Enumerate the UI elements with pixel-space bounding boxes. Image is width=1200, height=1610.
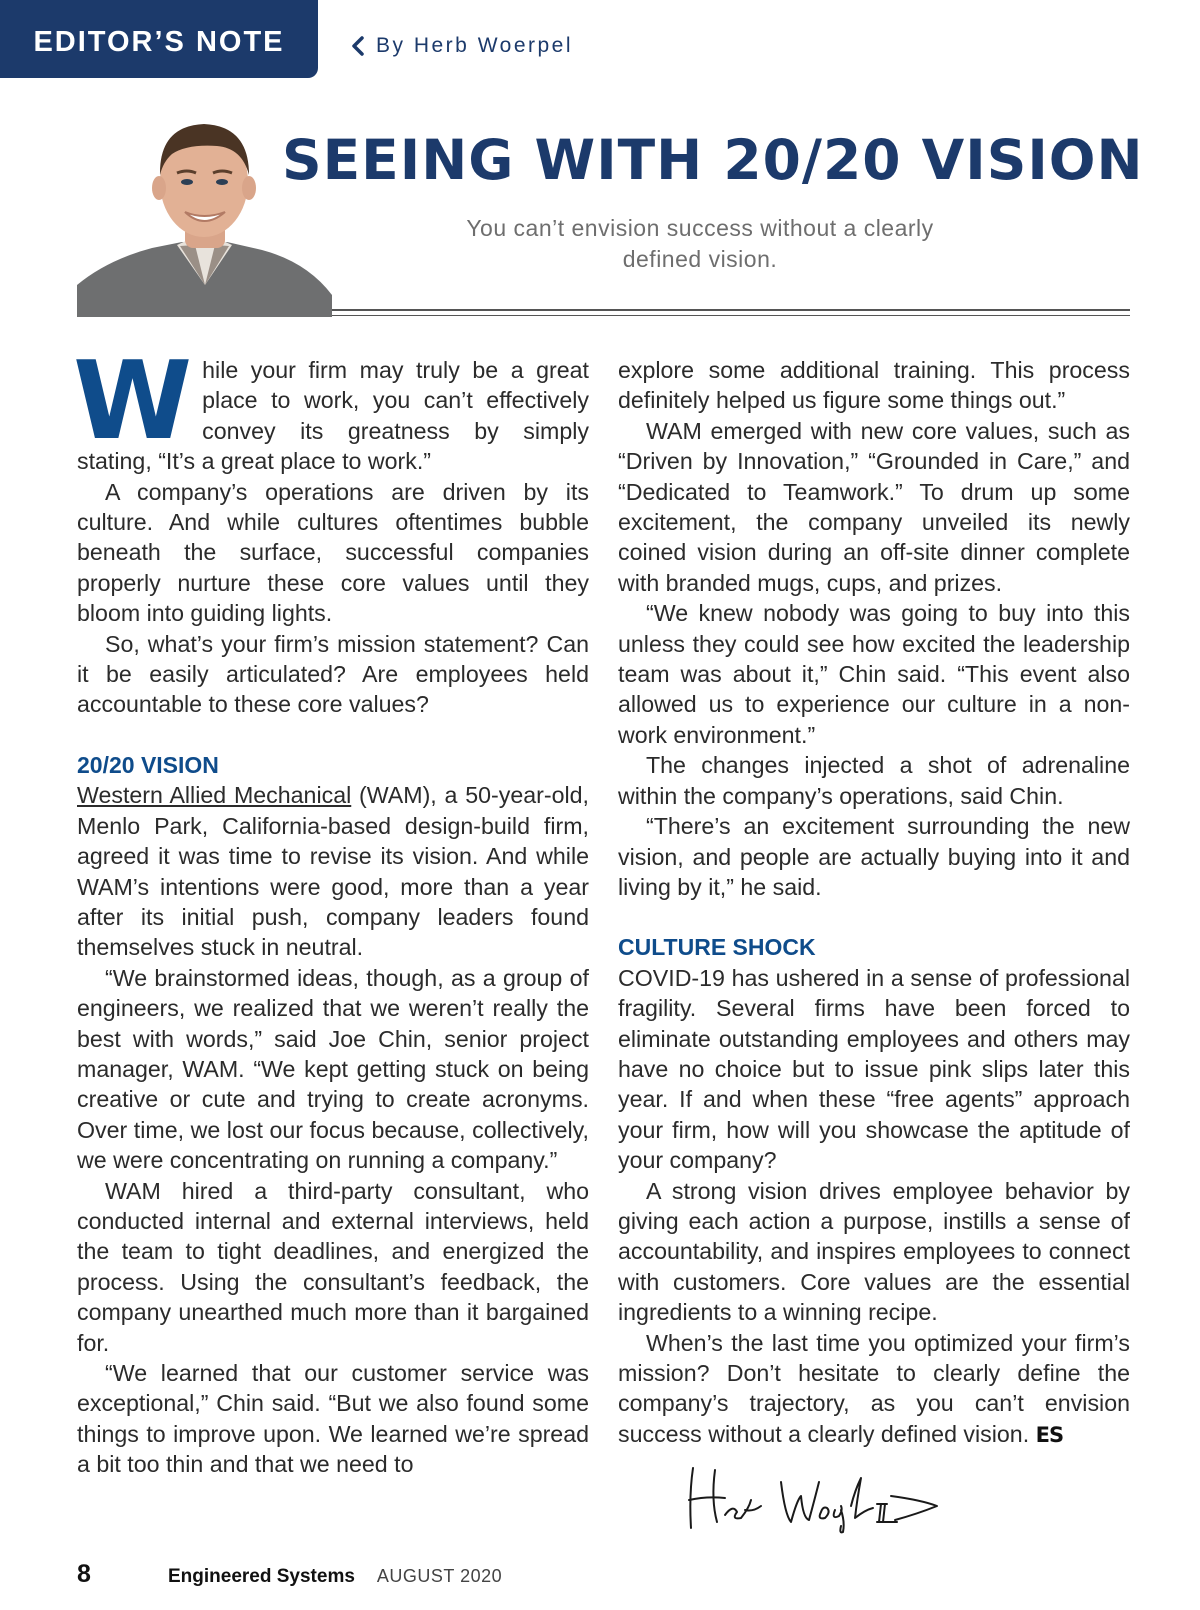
issue-date: AUGUST 2020 bbox=[376, 1566, 503, 1586]
paragraph: explore some additional training. This process definitely helped us figure some things out.” bbox=[618, 357, 1130, 414]
paragraph: The changes injected a shot of adrenaline within the company’s operations, said Chin. bbox=[618, 752, 1130, 809]
article-title: SEEING WITH 20/20 VISION bbox=[282, 128, 1144, 192]
paragraph: WAM hired a third-party consultant, who conducted internal and external interviews, held the team to tight deadlines, and energized the process. Using the consultant’s feedback, the company unearthed much more than it bargained for. bbox=[77, 1177, 589, 1356]
section-heading: 20/20 VISION bbox=[77, 751, 219, 778]
article-subtitle: You can’t envision success without a clearly defined vision. bbox=[466, 215, 934, 272]
paragraph: “There’s an excitement surrounding the new vision, and people are actually buying into it and living by it,” he said. bbox=[618, 813, 1130, 900]
chevron-left-icon bbox=[350, 35, 366, 57]
paragraph: “We learned that our customer service was exceptional,” Chin said. “But we also found some things to improve upon. We learned we’re spread a bit too thin and that we need to bbox=[77, 1360, 589, 1478]
byline-author: By Herb Woerpel bbox=[376, 34, 574, 57]
drop-cap: W bbox=[73, 339, 193, 464]
paragraph: WAM emerged with new core values, such as “Driven by Innovation,” “Grounded in Care,” and “Dedicated to Teamwork.” To drum up some excitement, the company unveiled its newly coined vision during an off-site dinner complete with branded mugs, cups, and prizes. bbox=[618, 417, 1130, 596]
paragraph: While your firm may truly be a great place to work, you can’t effectively convey its greatness by simply stating, “It’s a great place to work.” bbox=[73, 339, 589, 475]
page-number: 8 bbox=[77, 1560, 91, 1588]
paragraph: “We knew nobody was going to buy into this unless they could see how excited the leadership team was about it,” Chin said. “This event also allowed us to experience our culture in a non-work environment.” bbox=[618, 600, 1130, 748]
paragraph: When’s the last time you optimized your firm’s mission? Don’t hesitate to clearly define the company’s trajectory, as you can’t envision success without a clearly defined vision. ES bbox=[618, 1329, 1130, 1447]
title-divider-thin bbox=[332, 315, 1130, 316]
company-link[interactable]: Western Allied Mechanical bbox=[77, 782, 352, 809]
paragraph: “We brainstormed ideas, though, as a group of engineers, we realized that we weren’t really the best with words,” said Joe Chin, senior project manager, WAM. “We kept getting stuck on being creative or cute and trying to create acronyms. Over time, we lost our focus because, collectively, we were concentrating on running a company.” bbox=[77, 964, 589, 1174]
author-signature bbox=[685, 1460, 945, 1535]
section-tab bbox=[0, 0, 318, 78]
paragraph: A company’s operations are driven by its culture. And while cultures oftentimes bubble beneath the surface, successful companies properly nurture these core values until they bloom into guiding lights. bbox=[77, 478, 589, 627]
end-mark: ES bbox=[1035, 1422, 1064, 1447]
article-column-left bbox=[73, 339, 589, 1480]
paragraph: COVID-19 has ushered in a sense of professional fragility. Several firms have been forced to eliminate outstanding employees and others may have no choice but to issue pink slips later this year. If and when these “free agents” approach your firm, how will you showcase the aptitude of your company? bbox=[618, 964, 1130, 1174]
byline bbox=[350, 34, 573, 58]
paragraph: So, what’s your firm’s mission statement? Can it be easily articulated? Are employees held accountable to these core values? bbox=[77, 630, 589, 718]
title-divider-thick bbox=[332, 309, 1130, 311]
paragraph: A strong vision drives employee behavior by giving each action a purpose, instills a sense of accountability, and inspires employees to connect with customers. Core values are the essential ingredients to a winning recipe. bbox=[618, 1177, 1130, 1326]
article-column-right bbox=[618, 355, 1130, 1450]
section-heading: CULTURE SHOCK bbox=[618, 934, 816, 961]
magazine-name: Engineered Systems bbox=[168, 1566, 355, 1587]
paragraph: Western Allied Mechanical (WAM), a 50-year-old, Menlo Park, California-based design-build firm, agreed it was time to revise its vision. And while WAM’s intentions were good, more than a year after its initial push, company leaders found themselves stuck in neutral. bbox=[77, 782, 589, 961]
page-footer bbox=[77, 1560, 502, 1589]
section-tab-label: EDITOR’S NOTE bbox=[33, 25, 285, 58]
